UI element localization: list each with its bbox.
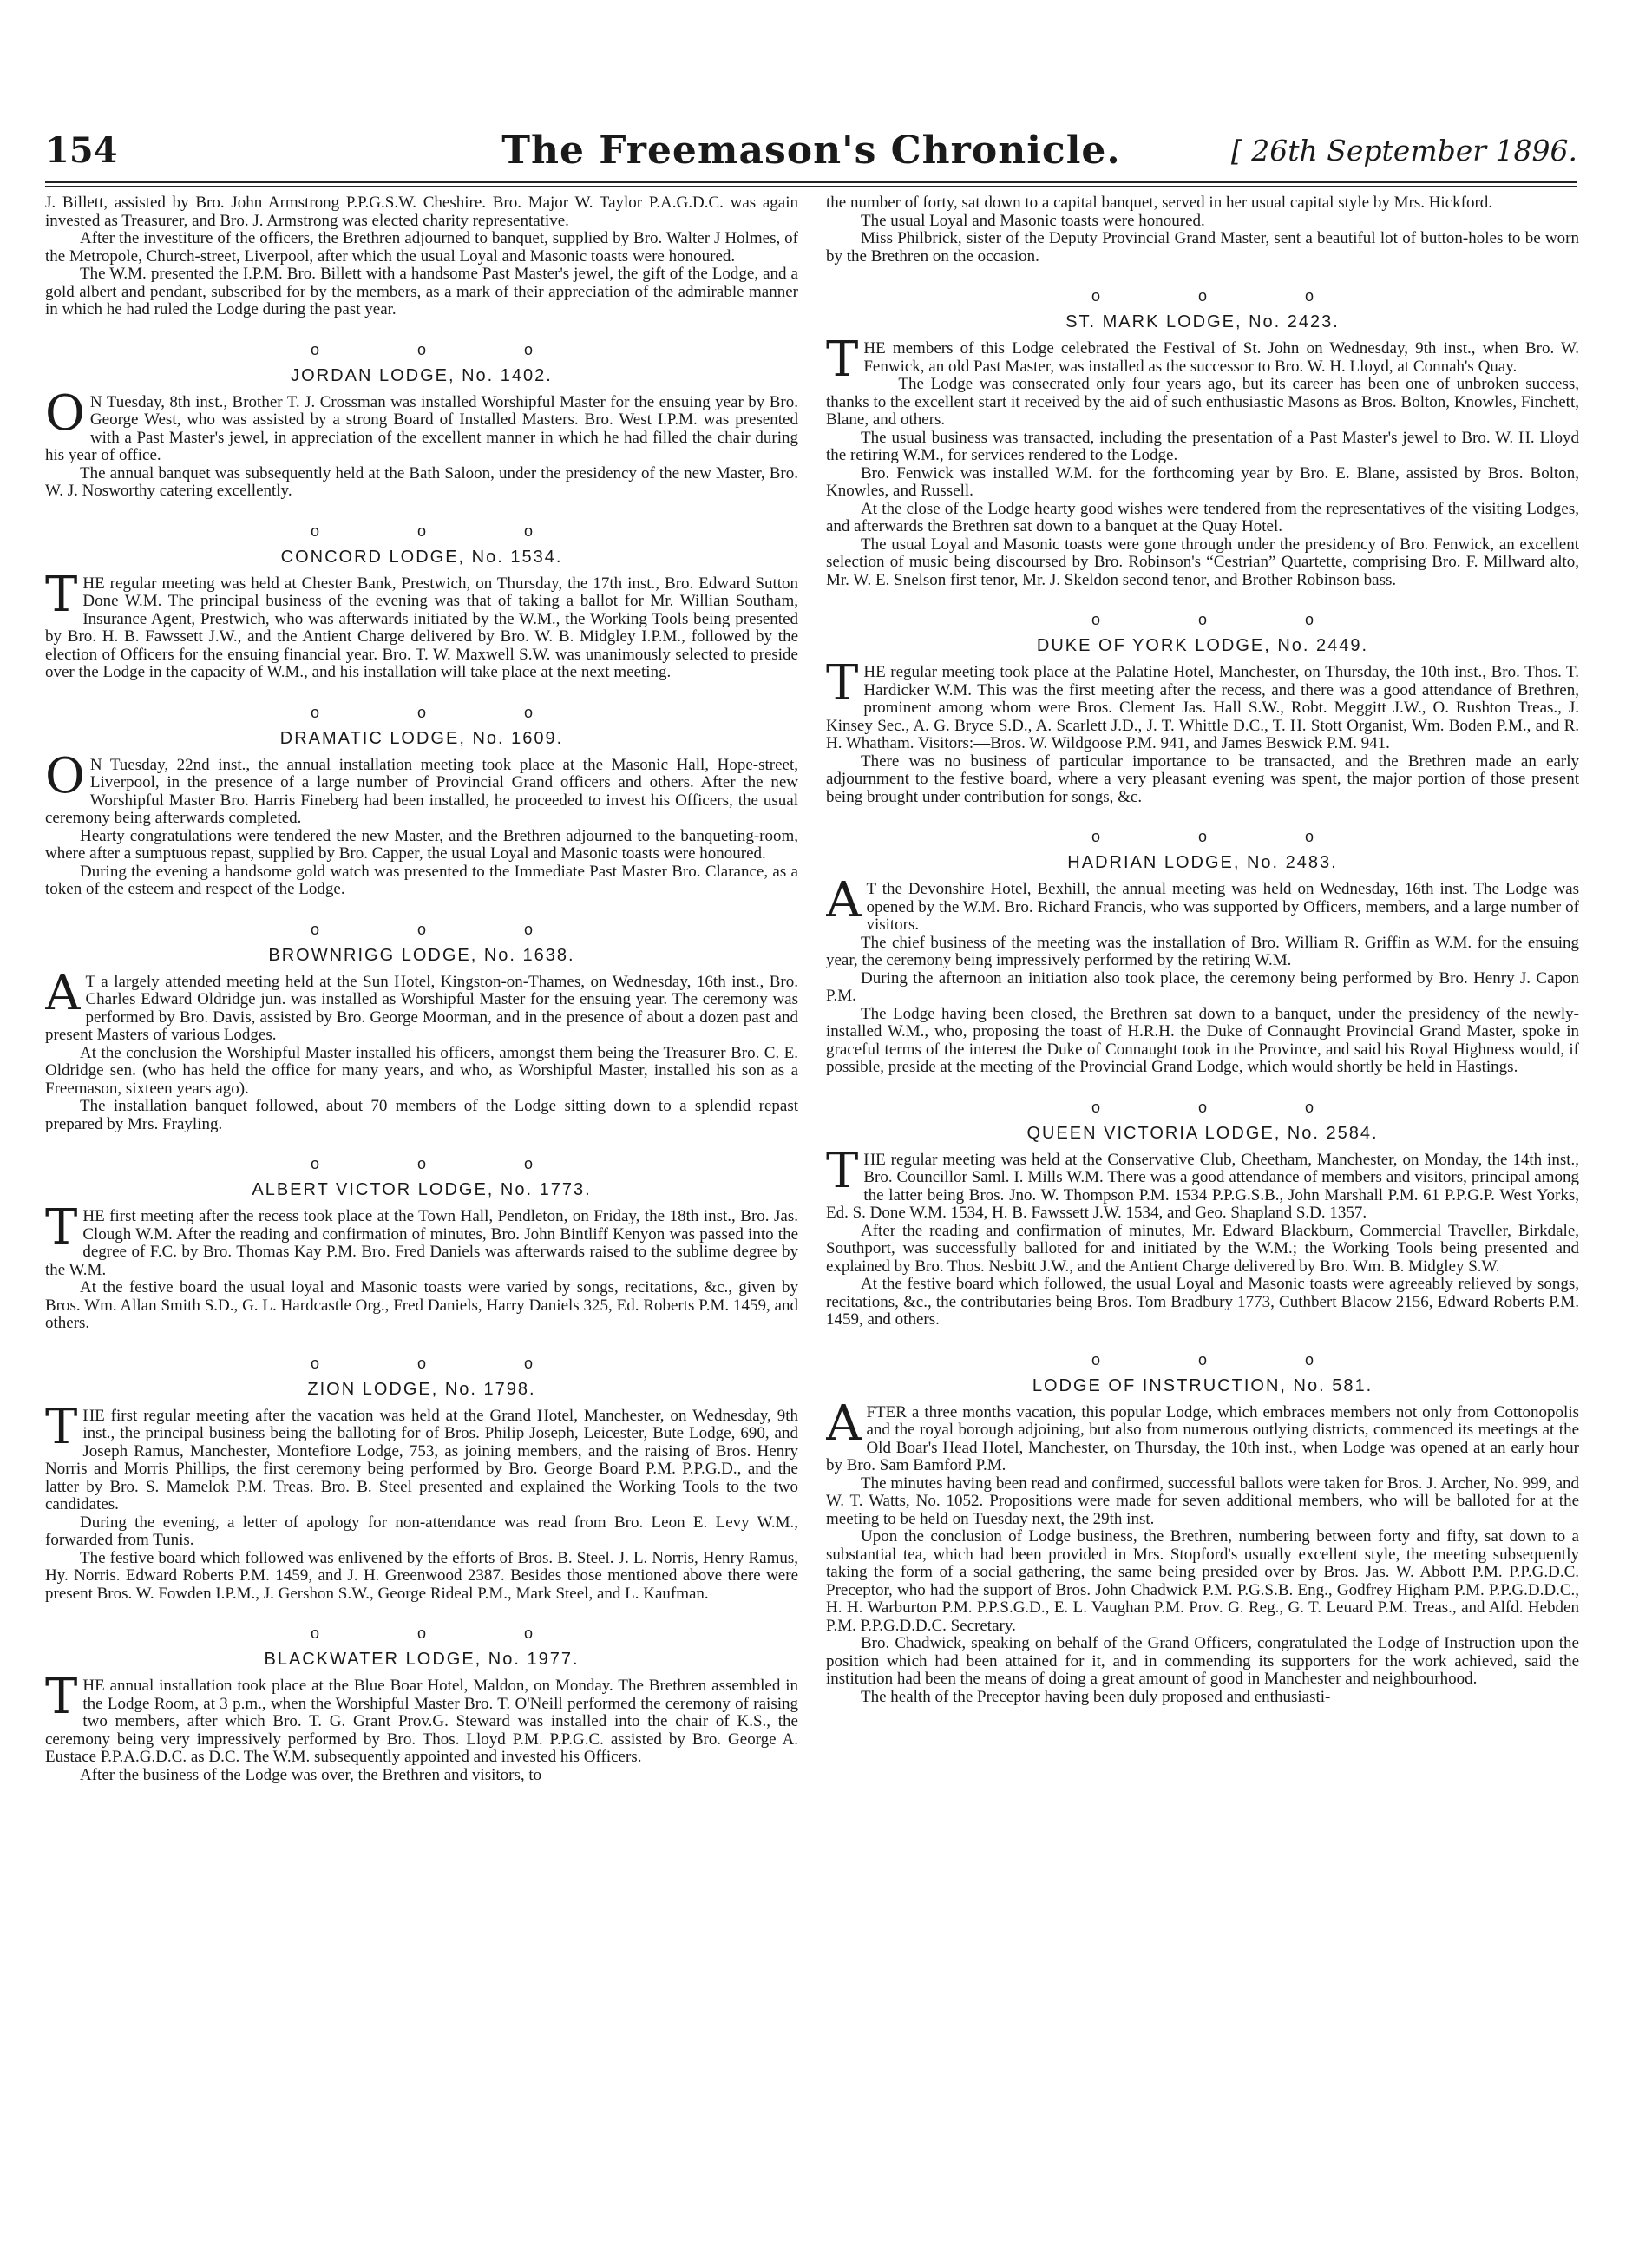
section-ornament: o o o xyxy=(310,1155,580,1172)
section-heading: JORDAN LODGE, No. 1402. xyxy=(291,365,553,385)
section-ornament: o o o xyxy=(1091,1098,1361,1116)
article-paragraph: At the festive board the usual loyal and Masonic toasts were varied by songs, recitations, &c., given by Bros. Wm. Allan Smith S.D., G. L. Hardcastle Org., Fred Daniels, Harry Daniels 325, Ed. Roberts P.M. 1459, and others. xyxy=(45,1278,798,1332)
section-ornament: o o o xyxy=(310,703,580,721)
section-heading: BROWNRIGG LODGE, No. 1638. xyxy=(268,945,575,965)
article-paragraph: The usual business was transacted, including the presentation of a Past Master's jewel to Bro. W. H. Lloyd the retiring W.M., for services rendered to the Lodge. xyxy=(826,428,1579,464)
article-paragraph: The usual Loyal and Masonic toasts were honoured. xyxy=(861,211,1205,230)
section-ornament: o o o xyxy=(1091,287,1361,305)
article-paragraph: ON Tuesday, 22nd inst., the annual installation meeting took place at the Masonic Hall, Hope-street, Liverpool, in the presence of a large number of Provincial Grand officers and others. After the new Worshipful Master Bro. Harris Fineberg had been installed, he proceeded to invest his Officers, the usual ceremony being afterwards completed. xyxy=(45,747,798,827)
section-ornament: o o o xyxy=(1091,828,1361,845)
article-paragraph: THE regular meeting was held at the Conservative Club, Cheetham, Manchester, on Monday, the 14th inst., Bro. Councillor Saml. I. Mills W.M. There was a good attendance of members and visitors, principal among the latter being Bros. Jno. W. Thompson P.M. 1534 P.P.G.S.B., John Marshall P.M. 61 P.P.G.P. West Yorks, Ed. S. Done W.M. 1534, H. B. Fawssett J.W. 1534, and Geo. Shapland S.D. 1357. xyxy=(826,1142,1579,1222)
article-paragraph: After the reading and confirmation of minutes, Mr. Edward Blackburn, Commercial Traveller, Birkdale, Southport, was successfully balloted for and initiated by the W.M.; the Working Tools being presented and explained by Bro. Thos. Nesbitt J.W., and the Antient Charge delivered by Bro. Wm. B. Midgley S.W. xyxy=(826,1221,1579,1276)
section-ornament: o o o xyxy=(310,920,580,938)
article-paragraph: During the afternoon an initiation also took place, the ceremony being performed by Bro. Henry J. Capon P.M. xyxy=(826,968,1579,1005)
article-paragraph: AT a largely attended meeting held at the Sun Hotel, Kingston-on-Thames, on Wednesday, 16th inst., Bro. Charles Edward Oldridge jun. was installed as Worshipful Master for the ensuing year. The ceremony was performed by Bro. Davis, assisted by Bro. George Moorman, and in the presence of about a dozen past and present Masters of various Lodges. xyxy=(45,964,798,1044)
section-heading: BLACKWATER LODGE, No. 1977. xyxy=(264,1650,580,1669)
article-paragraph: At the conclusion the Worshipful Master installed his officers, amongst them being the Treasurer Bro. C. E. Oldridge sen. (who has held the office for many years, and who, as Worshipful Master, installed his son as a Freemason, sixteen years ago). xyxy=(45,1043,798,1098)
article-paragraph: THE regular meeting was held at Chester Bank, Prestwich, on Thursday, the 17th inst., Bro. Edward Sutton Done W.M. The principal business of the evening was that of taking a ballot for Mr. Willian Southam, Insurance Agent, Prestwich, who was afterwards initiated by the W.M., the Working Tools being presented by Bro. H. B. Fawssett J.W., and the Antient Charge delivered by Bro. W. B. Midgley I.P.M., followed by the election of Officers for the ensuing financial year. Bro. T. W. Maxwell S.W. was unanimously selected to preside over the Lodge in the capacity of W.M., and his installation will take place at the next meeting. xyxy=(45,566,798,681)
article-paragraph: The annual banquet was subsequently held at the Bath Saloon, under the presidency of the new Master, Bro. W. J. Nosworthy catering excellently. xyxy=(45,463,798,500)
article-paragraph: At the close of the Lodge hearty good wishes were tendered from the representatives of the visiting Lodges, and afterwards the Brethren sat down to a banquet at the Quay Hotel. xyxy=(826,499,1579,535)
article-paragraph: After the business of the Lodge was over, the Brethren and visitors, to xyxy=(80,1765,542,1784)
section-heading: ALBERT VICTOR LODGE, No. 1773. xyxy=(252,1180,592,1199)
article-paragraph: At the festive board which followed, the usual Loyal and Masonic toasts were agreeably relieved by songs, recitations, &c., the contributaries being Bros. Tom Bradbury 1773, Cuthbert Blacow 2156, Edward Roberts P.M. 1459, and others. xyxy=(826,1275,1579,1329)
article-paragraph: THE first meeting after the recess took place at the Town Hall, Pendleton, on Friday, the 18th inst., Bro. Jas. Clough W.M. After the reading and confirmation of minutes, Bro. John Bintliff Kenyon was passed into the degree of F.C. by Bro. Thomas Kay P.M. Bro. Fred Daniels was afterwards raised to the sublime degree by the W.M. xyxy=(45,1199,798,1279)
masthead xyxy=(45,128,1577,183)
right-column xyxy=(826,194,1579,2251)
article-paragraph: There was no business of particular importance to be transacted, and the Brethren made an early adjournment to the festive board, where a very pleasant evening was spent, the major portion of those present being brought under contribution for songs, &c. xyxy=(826,752,1579,806)
article-paragraph: THE regular meeting took place at the Palatine Hotel, Manchester, on Thursday, the 10th inst., Bro. Thos. T. Hardicker W.M. This was the first meeting after the recess, and there was a good attendance of Brethren, prominent among whom were Bros. Clement Jas. Hall S.W., Robt. Meggitt J.W., O. Rushton Treas., J. Kinsey Sec., A. G. Bryce S.D., A. Scarlett J.D., J. T. Whittle D.C., T. H. Stott Organist, Wm. Boden P.M., and R. H. Whatham. Visitors:—Bros. W. Wildgoose P.M. 941, and James Beswick P.M. 941. xyxy=(826,655,1579,752)
issue-date: [ 26th September 1896. xyxy=(1230,134,1577,167)
section-heading: LODGE OF INSTRUCTION, No. 581. xyxy=(1032,1375,1373,1395)
article-paragraph: THE first regular meeting after the vacation was held at the Grand Hotel, Manchester, on Wednesday, 9th inst., the principal business being the balloting for of Bros. Philip Joseph, Leicester, Bute Lodge, 690, and Joseph Ramus, Manchester, Montefiore Lodge, 753, as joining members, and the raising of Bros. Henry Norris and Morris Phillips, the first ceremony being performed by Bro. George Board P.M. P.P.G.D., and the latter by Bro. S. Mamelok P.M. Treas. Bro. B. Steel presented and explained the Working Tools to the two candidates. xyxy=(45,1398,798,1513)
article-paragraph: The Lodge was consecrated only four years ago, but its career has been one of unbroken success, thanks to the excellent start it received by the aid of such enthusiastic Masons as Bros. Bolton, Knowles, Finchett, Blane, and others. xyxy=(826,375,1579,429)
section-heading: HADRIAN LODGE, No. 2483. xyxy=(1067,853,1338,872)
section-ornament: o o o xyxy=(310,340,580,358)
article-paragraph: During the evening a handsome gold watch was presented to the Immediate Past Master Bro. Clarance, as a token of the esteem and respect of the Lodge. xyxy=(45,862,798,898)
article-paragraph: Miss Philbrick, sister of the Deputy Provincial Grand Master, sent a beautiful lot of button-holes to be worn by the Brethren on the occasion. xyxy=(826,229,1579,266)
article-paragraph: The W.M. presented the I.P.M. Bro. Billett with a handsome Past Master's jewel, the gift of the Lodge, and a gold albert and pendant, subscribed for by the members, as a mark of their appreciation of the admirable manner in which he had ruled the Lodge during the past year. xyxy=(45,265,798,318)
section-heading: QUEEN VICTORIA LODGE, No. 2584. xyxy=(1026,1123,1379,1143)
article-paragraph: The usual Loyal and Masonic toasts were gone through under the presidency of Bro. Fenwick, an excellent selection of music being discoursed by Bro. Robinson's “Cestrian” Quartette, comprising Bro. F. Millward alto, Mr. W. E. Snelson first tenor, Mr. J. Skeldon second tenor, and Brother Robinson bass. xyxy=(826,535,1579,589)
section-ornament: o o o xyxy=(310,1625,580,1642)
article-paragraph: THE annual installation took place at the Blue Boar Hotel, Maldon, on Monday. The Brethren assembled in the Lodge Room, at 3 p.m., when the Worshipful Master Bro. T. O'Neill performed the ceremony of raising two members, after which Bro. T. G. Grant Prov.G. Steward was installed into the chair of K.S., the ceremony being very impressively performed by Bro. Thos. Lloyd P.M. P.P.G.C. assisted by Bro. George A. Eustace P.P.A.G.D.C. as D.C. The W.M. subsequently appointed and invested his Officers. xyxy=(45,1669,798,1766)
section-heading: ST. MARK LODGE, No. 2423. xyxy=(1065,312,1340,331)
section-ornament: o o o xyxy=(310,522,580,540)
article-paragraph: AT the Devonshire Hotel, Bexhill, the annual meeting was held on Wednesday, 16th inst. The Lodge was opened by the W.M. Bro. Richard Francis, who was supported by Officers, members, and a large number of visitors. xyxy=(826,872,1579,934)
article-paragraph: Upon the conclusion of Lodge business, the Brethren, numbering between forty and fifty, sat down to a substantial tea, which had been provided in Mrs. Stopford's usually excellent style, the meeting subsequently taking the form of a social gathering, the same being presided over by Bros. Jas. W. Abbott P.M. P.P.G.D.C. Preceptor, who had the support of Bros. John Chadwick P.M. P.G.S.B. Eng., Godfrey Higham P.M. P.P.G.D.D.C., H. H. Warburton P.M. P.P.S.G.D., E. L. Vaughan P.M. Prov. G. Reg., G. T. Leuard P.M. Treas., and Alfd. Hebden P.M. P.P.G.D.D.C. Secretary. xyxy=(826,1527,1579,1635)
section-heading: DUKE OF YORK LODGE, No. 2449. xyxy=(1036,636,1369,655)
article-paragraph: During the evening, a letter of apology for non-attendance was read from Bro. Leon E. Levy W.M., forwarded from Tunis. xyxy=(45,1513,798,1549)
article-paragraph: The Lodge having been closed, the Brethren sat down to a banquet, under the presidency of the newly-installed W.M., who, proposing the toast of H.R.H. the Duke of Connaught Provincial Grand Master, spoke in graceful terms of the interest the Duke of Connaught took in the Province, and said his Royal Highness would, if possible, preside at the meeting of the Provincial Grand Lodge, which would shortly be held in Hastings. xyxy=(826,1004,1579,1076)
section-ornament: o o o xyxy=(310,1354,580,1372)
article-paragraph: The minutes having been read and confirmed, successful ballots were taken for Bros. J. Archer, No. 999, and W. T. Watts, No. 1052. Propositions were made for seven additional members, who will be balloted for at the meeting to be held on Tuesday next, the 29th inst. xyxy=(826,1474,1579,1528)
article-paragraph: The festive board which followed was enlivened by the efforts of Bros. B. Steel. J. L. Norris, Henry Ramus, Hy. Norris. Edward Roberts P.M. 1459, and J. H. Greenwood 2387. Besides those mentioned above there were present Bros. W. Fowden I.P.M., J. Gershon S.W., George Rideal P.M., Mark Steel, and L. Kaufman. xyxy=(45,1548,798,1603)
section-heading: CONCORD LODGE, No. 1534. xyxy=(280,547,563,567)
publication-title: The Freemason's Chronicle. xyxy=(502,128,1121,173)
page-number: 154 xyxy=(45,130,118,171)
article-paragraph: ON Tuesday, 8th inst., Brother T. J. Crossman was installed Worshipful Master for the ensuing year by Bro. George West, who was assisted by a strong Board of Installed Masters. Bro. West I.P.M. was presented with a Past Master's jewel, in appreciation of the excellent manner in which he had filled the chair during his year of office. xyxy=(45,384,798,464)
article-paragraph: After the investiture of the officers, the Brethren adjourned to banquet, supplied by Bro. Walter J Holmes, of the Metropole, Church-street, Liverpool, after which the usual Loyal and Masonic toasts were honoured. xyxy=(45,229,798,266)
section-ornament: o o o xyxy=(1091,611,1361,628)
header-rule xyxy=(45,186,1577,187)
article-paragraph: The installation banquet followed, about 70 members of the Lodge sitting down to a splendid repast prepared by Mrs. Frayling. xyxy=(45,1097,798,1133)
article-paragraph: J. Billett, assisted by Bro. John Armstrong P.P.G.S.W. Cheshire. Bro. Major W. Taylor P.A.G.D.C. was again invested as Treasurer, and Bro. J. Armstrong was elected charity representative. xyxy=(45,194,798,230)
left-column xyxy=(45,194,798,2251)
article-paragraph: The health of the Preceptor having been duly proposed and enthusiasti- xyxy=(861,1687,1331,1706)
article-paragraph: THE members of this Lodge celebrated the Festival of St. John on Wednesday, 9th inst., when Bro. W. Fenwick, an old Past Master, was installed as the successor to Bro. W. H. Lloyd, at Connah's Quay. xyxy=(826,331,1579,388)
article-paragraph: the number of forty, sat down to a capital banquet, served in her usual capital style by Mrs. Hickford. xyxy=(826,194,1493,212)
section-heading: ZION LODGE, No. 1798. xyxy=(307,1379,536,1399)
article-paragraph: AFTER a three months vacation, this popular Lodge, which embraces members not only from Cottonopolis and the royal borough adjoining, but also from numerous outlying districts, commenced its meetings at the Old Boar's Head Hotel, Manchester, on Thursday, the 10th inst., when Lodge was opened at an early hour by Bro. Sam Bamford P.M. xyxy=(826,1395,1579,1474)
section-ornament: o o o xyxy=(1091,1350,1361,1369)
article-paragraph: Bro. Chadwick, speaking on behalf of the Grand Officers, congratulated the Lodge of Instruction upon the position which had been attained for it, and in commending its supporters for the work achieved, said the institution had been the means of doing a great amount of good in Manchester and neighbourhood. xyxy=(826,1634,1579,1688)
section-heading: DRAMATIC LODGE, No. 1609. xyxy=(279,728,564,748)
article-paragraph: Bro. Fenwick was installed W.M. for the forthcoming year by Bro. E. Blane, assisted by Bros. Bolton, Knowles, and Russell. xyxy=(826,463,1579,500)
article-paragraph: The chief business of the meeting was the installation of Bro. William R. Griffin as W.M. for the ensuing year, the ceremony being impressively performed by the retiring W.M. xyxy=(826,933,1579,969)
article-paragraph: Hearty congratulations were tendered the new Master, and the Brethren adjourned to the banqueting-room, where after a sumptuous repast, supplied by Bro. Capper, the usual Loyal and Masonic toasts were honoured. xyxy=(45,826,798,863)
